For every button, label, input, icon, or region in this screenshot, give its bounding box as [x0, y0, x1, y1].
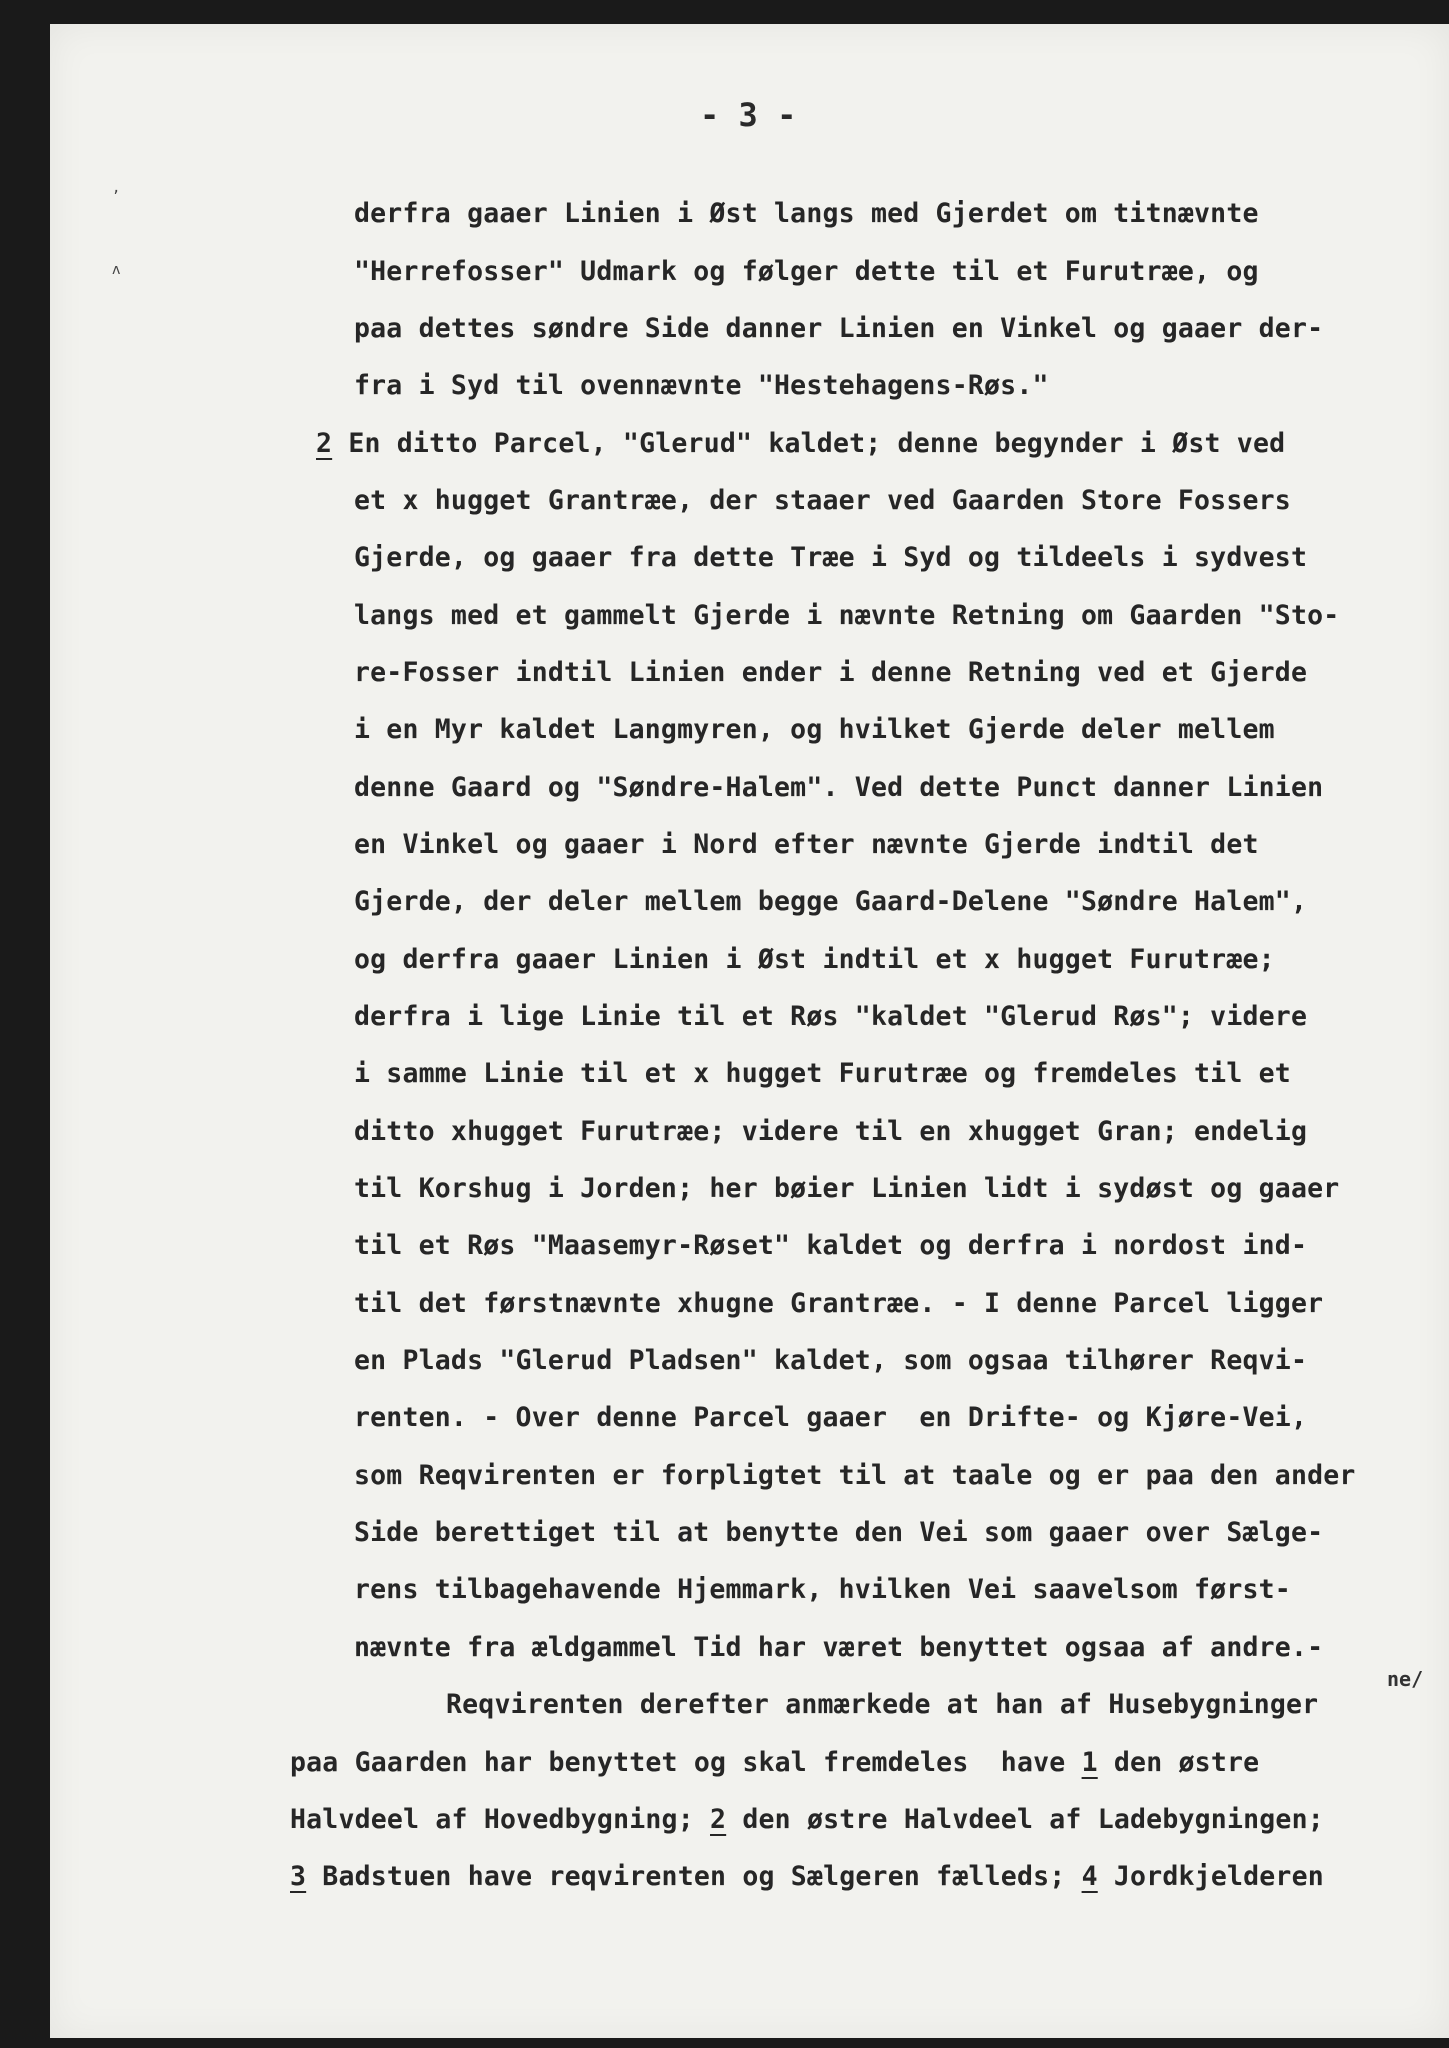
text-line: Gjerde, og gaaer fra dette Træe i Syd og tildeels i sydvest [354, 542, 1308, 573]
text-line: som Reqvirenten er forpligtet til at taale og er paa den ander [354, 1460, 1356, 1491]
text-segment: Halvdeel af Hovedbygning; [290, 1804, 711, 1835]
margin-mark: , [112, 180, 121, 196]
text-line [290, 1861, 1324, 1892]
text-line: til et Røs "Maasemyr-Røset" kaldet og derfra i nordost ind- [354, 1230, 1308, 1261]
list-number: 2 [710, 1804, 727, 1835]
text-line: i en Myr kaldet Langmyren, og hvilket Gjerde deler mellem [354, 714, 1275, 745]
text-line [290, 1804, 1324, 1835]
text-line: Side berettiget til at benytte den Vei som gaaer over Sælge- [354, 1517, 1324, 1548]
item-2-first-line: En ditto Parcel, "Glerud" kaldet; denne begynder i Øst ved [348, 428, 1286, 459]
text-line: fra i Syd til ovennævnte "Hestehagens-Røs." [354, 370, 1049, 401]
text-line: nævnte fra ældgammel Tid har været benyttet ogsaa af andre.- [354, 1632, 1324, 1663]
text-segment: den østre Halvdeel af Ladebygningen; [726, 1804, 1324, 1835]
list-number: 4 [1081, 1861, 1098, 1892]
text-line: paa dettes søndre Side danner Linien en Vinkel og gaaer der- [354, 313, 1324, 344]
page-number: - 3 - [700, 96, 797, 134]
text-line: renten. - Over denne Parcel gaaer en Drifte- og Kjøre-Vei, [354, 1402, 1308, 1433]
text-line: derfra i lige Linie til et Røs "kaldet "Glerud Røs"; videre [354, 1001, 1308, 1032]
text-line: re-Fosser indtil Linien ender i denne Retning ved et Gjerde [354, 657, 1308, 688]
item-number: 2 [316, 428, 333, 459]
text-line: denne Gaard og "Søndre-Halem". Ved dette Punct danner Linien [354, 772, 1324, 803]
text-line: til det førstnævnte xhugne Grantræe. - I denne Parcel ligger [354, 1288, 1324, 1319]
text-segment: den østre [1097, 1747, 1260, 1778]
text-segment: Badstuen have reqvirenten og Sælgeren fælleds; [306, 1861, 1082, 1892]
text-line: i samme Linie til et x hugget Furutræe og fremdeles til et [354, 1058, 1291, 1089]
text-line: Reqvirenten derefter anmærkede at han af Husebygninger [446, 1689, 1319, 1720]
interlinear-note: ne/ [1387, 1667, 1424, 1691]
text-line: en Vinkel og gaaer i Nord efter nævnte Gjerde indtil det [354, 829, 1259, 860]
text-line: til Korshug i Jorden; her bøier Linien lidt i sydøst og gaaer [354, 1173, 1340, 1204]
text-line: ditto xhugget Furutræe; videre til en xhugget Gran; endelig [354, 1116, 1308, 1147]
text-line: derfra gaaer Linien i Øst langs med Gjerdet om titnævnte [354, 198, 1259, 229]
list-number: 1 [1081, 1747, 1098, 1778]
text-line: langs med et gammelt Gjerde i nævnte Retning om Gaarden "Sto- [354, 600, 1340, 631]
text-line: Gjerde, der deler mellem begge Gaard-Delene "Søndre Halem", [354, 886, 1308, 917]
text-line: et x hugget Grantræe, der staaer ved Gaarden Store Fossers [354, 485, 1291, 516]
text-line [290, 1747, 1259, 1778]
text-line: "Herrefosser" Udmark og følger dette til et Furutræe, og [354, 256, 1259, 287]
item-2-line [316, 428, 1285, 459]
text-line: og derfra gaaer Linien i Øst indtil et x hugget Furutræe; [354, 944, 1275, 975]
list-number: 3 [290, 1861, 307, 1892]
text-segment: Jordkjelderen [1097, 1861, 1324, 1892]
margin-mark: ʌ [112, 262, 121, 278]
text-line: en Plads "Glerud Pladsen" kaldet, som ogsaa tilhører Reqvi- [354, 1345, 1308, 1376]
text-segment: paa Gaarden har benyttet og skal fremdeles have [290, 1747, 1082, 1778]
text-line: rens tilbagehavende Hjemmark, hvilken Vei saavelsom først- [354, 1574, 1291, 1605]
